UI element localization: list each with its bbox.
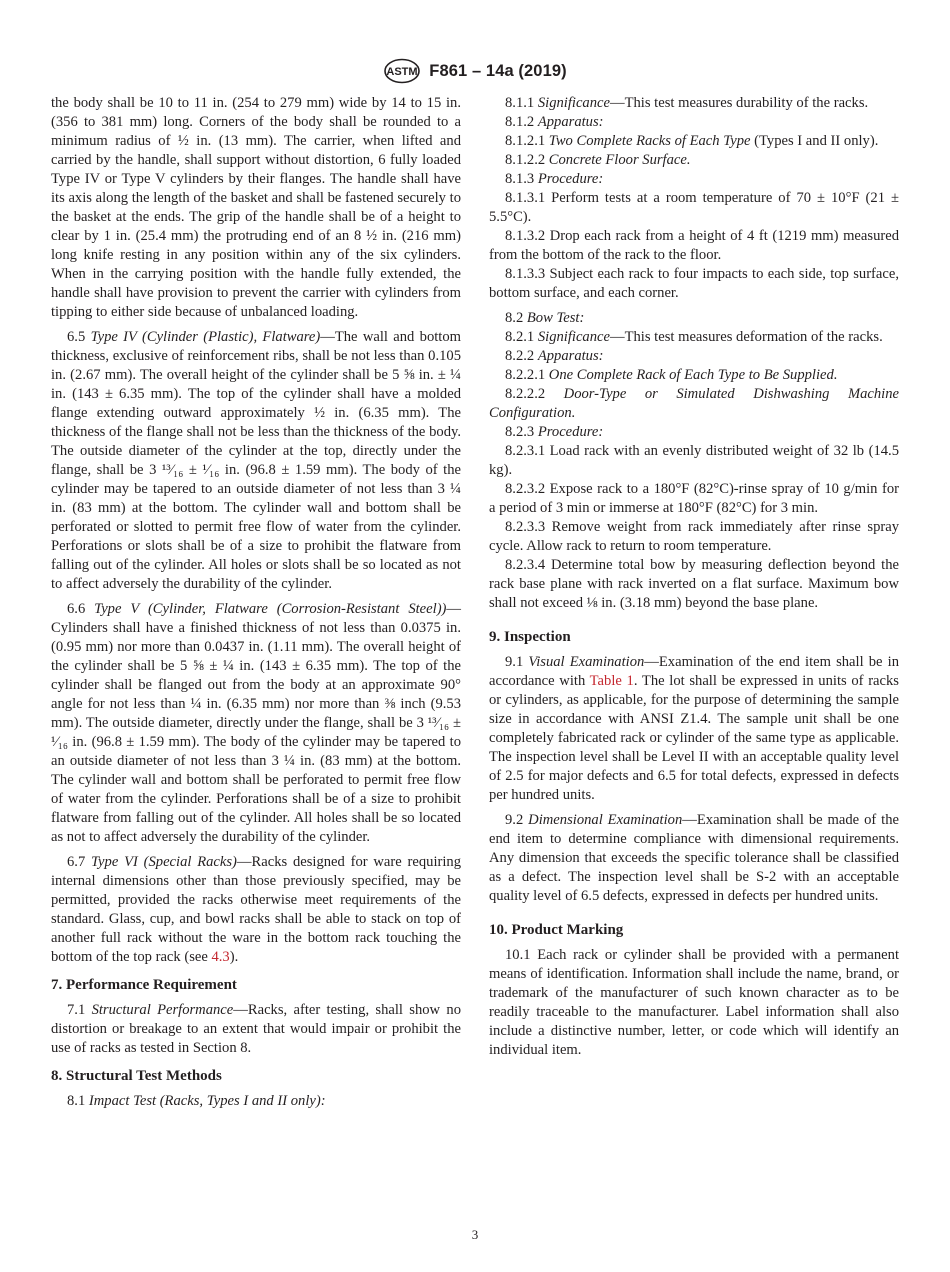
paragraph-10-1: 10.1 Each rack or cylinder shall be provided with a permanent means of identification. Information shall include the name, brand, or trademark of the manufacturer of such known character as to be readily traceable to the manufacturer. Label information shall also include a distinctive number, letter, or code which will identify an individual item. (489, 947, 899, 1058)
paragraph-8-1-2: 8.1.2 Apparatus: (505, 114, 604, 130)
paragraph-6-6: 6.6 Type V (Cylinder, Flatware (Corrosion-Resistant Steel))—Cylinders shall have a finished thickness of not less than 0.0375 in. (0.95 mm) nor more than 0.0437 in. (1.11 mm). The overall height of the cylinder shall be 5 ⅝ ± ¼ in. (143 ± 6.35 mm). The top of the cylinder shall be flanged out from the body at an approximate 90° angle for not less than ¼ in. (6.35 mm) nor more than ⅜ inch (9.53 mm). The outside diameter, directly under the flange, shall be 3 ¹³⁄₁₆ ± ¹⁄₁₆ in. (96.8 ± 1.59 mm). The body of the cylinder may be tapered to an outside diameter of not less than 3 ¼ in. (83 mm) at the bottom. The cylinder wall and bottom shall be perforated to permit free flow of water from the cylinder. Perforations shall be of a size to prohibit flatware from falling out of the cylinder. All holes shall be so located as not to affect adversely the durability of the cylinder. (51, 601, 462, 845)
section-heading-10: 10. Product Marking (489, 922, 624, 938)
paragraph-8-1-3-3: 8.1.3.3 Subject each rack to four impacts to each side, top surface, bottom surface, and each corner. (489, 266, 899, 301)
paragraph-6-7: 6.7 Type VI (Special Racks)—Racks designed for ware requiring internal dimensions other than those previously specified, may be permitted, provided the racks otherwise meet requirements of the standard. Glass, cup, and bowl racks shall be able to stack on top of another full rack without the ware in the bottom rack touching the bottom of the top rack (see 4.3). (51, 854, 462, 965)
astm-logo-icon (383, 58, 421, 84)
svg-text:ASTM: ASTM (386, 66, 418, 78)
paragraph-8-2-3-2: 8.2.3.2 Expose rack to a 180°F (82°C)-rinse spray of 10 g/min for a period of 3 min or immerse at 180°F (82°C) for 3 min. (489, 481, 899, 516)
paragraph-8-1-2-2: 8.1.2.2 Concrete Floor Surface. (505, 152, 691, 168)
section-heading-8: 8. Structural Test Methods (51, 1068, 222, 1084)
paragraph-8-1-3-1: 8.1.3.1 Perform tests at a room temperature of 70 ± 10°F (21 ± 5.5°C). (489, 190, 899, 225)
left-column (51, 94, 461, 1111)
standard-designation: F861 – 14a (2019) (429, 61, 567, 80)
paragraph-6-5: 6.5 Type IV (Cylinder (Plastic), Flatware)—The wall and bottom thickness, exclusive of reinforcement ribs, shall be not less than 0.105 in. (2.67 mm). The overall height of the cylinder shall be 5 ⅝ in. ± ¼ in. (143 ± 6.35 mm). The top of the cylinder shall have a molded flange extending outward approximately ½ in. (6.35 mm). The thickness of the flange shall not be less than the thickness of the body. The outside diameter of the cylinder at the top, directly under the flange, shall be 3 ¹³⁄₁₆ ± ¹⁄₁₆ in. (96.8 ± 1.59 mm). The body of the cylinder may be tapered to an outside diameter of not less than 3 ¼ in. (83 mm) at the bottom. The cylinder wall and bottom shall be perforated or slotted to permit free flow of water from the cylinder. Perforations or slots shall be of a size to prohibit the flatware from falling out of the cylinder. All holes or slots shall be so located as not to affect adversely the durability of the cylinder. (51, 329, 462, 592)
paragraph-8-1-1: 8.1.1 Significance—This test measures durability of the racks. (505, 95, 869, 111)
paragraph-9-2: 9.2 Dimensional Examination—Examination shall be made of the end item to determine compliance with dimensional requirements. Any dimension that exceeds the specific tolerance shall be classified as a defect. The inspection level shall be S-2 with an acceptable quality level of 6.5 defects, expressed in defects per hundred units. (489, 812, 899, 904)
paragraph-8-2-3-3: 8.2.3.3 Remove weight from rack immediately after rinse spray cycle. Allow rack to return to room temperature. (489, 519, 899, 554)
right-column (489, 94, 899, 1060)
section-heading-7: 7. Performance Requirement (51, 977, 237, 993)
paragraph-8-2-2-2: 8.2.2.2 Door-Type or Simulated Dishwashing Machine Configuration. (489, 386, 900, 421)
page-header (0, 56, 950, 86)
paragraph-8-2-1: 8.2.1 Significance—This test measures deformation of the racks. (505, 329, 883, 345)
table-1-link[interactable]: Table 1 (589, 673, 634, 689)
paragraph-8-2-2: 8.2.2 Apparatus: (505, 348, 604, 364)
paragraph-9-1: 9.1 Visual Examination—Examination of the end item shall be in accordance with Table 1. The lot shall be expressed in units of racks or cylinders, as applicable, for the purpose of determining the sample size in accordance with ANSI Z1.4. The sample unit shall be one completely fabricated rack or cylinder of the same type as applicable. The inspection level shall be Level II with an acceptable quality level of 2.5 for major defects and 6.5 for total defects, expressed in defects per hundred units. (489, 654, 900, 803)
paragraph-8-2-3: 8.2.3 Procedure: (505, 424, 604, 440)
page-number: 3 (471, 1227, 479, 1242)
paragraph-7-1: 7.1 Structural Performance—Racks, after testing, shall show no distortion or breakage to an extent that would impair or prohibit the use of racks as tested in Section 8. (51, 1002, 462, 1056)
paragraph-8-1-2-1: 8.1.2.1 Two Complete Racks of Each Type (Types I and II only). (505, 133, 879, 149)
paragraph-8-1: 8.1 Impact Test (Racks, Types I and II only): (67, 1093, 326, 1109)
paragraph-6-4-continued: the body shall be 10 to 11 in. (254 to 279 mm) wide by 14 to 15 in. (356 to 381 mm) long. Corners of the body shall be rounded to a minimum radius of ½ in. (13 mm). The carrier, when lifted and carried by the handle, shall support without distortion, 6 fully loaded Type IV or Type V cylinders by their flanges. The handle shall have its axis along the length of the basket and shall be fastened securely to the basket at the ends. The grip of the handle shall be of a height to clear by 1 in. (25.4 mm) the protruding end of an 8 ½ in. (216 mm) long knife resting in any position within any of the six cylinders. When in the carrying position with the handle fully extended, the handle shall have provision to prevent the carrier with cylinders from tipping to either side because of unbalanced loading. (51, 95, 461, 320)
paragraph-8-1-3: 8.1.3 Procedure: (505, 171, 604, 187)
section-heading-9: 9. Inspection (489, 629, 571, 645)
paragraph-8-2-3-4: 8.2.3.4 Determine total bow by measuring deflection beyond the rack base plane with rack inverted on a flat surface. Maximum bow shall not exceed ⅛ in. (3.18 mm) beyond the base plane. (489, 557, 899, 611)
paragraph-8-2: 8.2 Bow Test: (505, 310, 585, 326)
section-link-4-3[interactable]: 4.3 (211, 949, 230, 965)
paragraph-8-2-2-1: 8.2.2.1 One Complete Rack of Each Type to Be Supplied. (505, 367, 838, 383)
paragraph-8-2-3-1: 8.2.3.1 Load rack with an evenly distributed weight of 32 lb (14.5 kg). (489, 443, 899, 478)
paragraph-8-1-3-2: 8.1.3.2 Drop each rack from a height of 4 ft (1219 mm) measured from the bottom of the rack to the floor. (489, 228, 899, 263)
